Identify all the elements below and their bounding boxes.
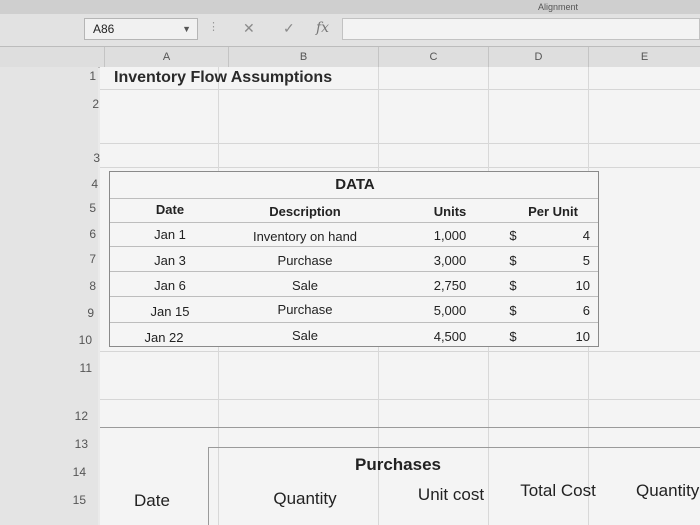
column-header-d[interactable]: D [488, 47, 588, 67]
insert-function-icon[interactable]: fx [316, 20, 330, 36]
row-header-column [0, 67, 98, 525]
formula-input[interactable] [342, 18, 700, 40]
gridline [100, 351, 700, 352]
sheet-title[interactable]: Inventory Flow Assumptions [114, 69, 333, 86]
row-header[interactable]: 8 [89, 279, 96, 293]
purchases-header-quantity[interactable]: Quantity [273, 489, 337, 508]
cell-description[interactable]: Purchase [277, 253, 333, 268]
divider-dots-icon: ⋮ [208, 21, 220, 33]
cell-date[interactable]: Jan 1 [154, 227, 186, 242]
cell-date[interactable]: Jan 15 [150, 304, 190, 319]
spreadsheet-grid [0, 47, 700, 525]
table-divider [110, 322, 598, 323]
row-header[interactable]: 7 [89, 252, 96, 266]
cell-date[interactable]: Jan 3 [154, 253, 186, 268]
name-box[interactable] [84, 18, 198, 40]
row-header[interactable]: 13 [74, 437, 88, 451]
ribbon [0, 0, 700, 15]
purchases-header-unit-cost[interactable]: Unit cost [417, 485, 485, 504]
table-divider [110, 246, 598, 247]
cell-per-unit[interactable]: 10 [575, 278, 590, 293]
row-header[interactable]: 4 [91, 177, 98, 191]
cell-description[interactable]: Inventory on hand [252, 229, 358, 244]
gridline [100, 143, 700, 144]
cell-currency: $ [509, 253, 517, 268]
row-header[interactable]: 6 [89, 227, 96, 241]
table-divider [110, 271, 598, 272]
cell-units[interactable]: 1,000 [433, 228, 467, 243]
enter-icon[interactable]: ✓ [283, 20, 295, 36]
column-header-b[interactable]: B [228, 47, 378, 67]
cell-currency: $ [509, 303, 517, 318]
gridline [100, 167, 700, 168]
cancel-icon[interactable]: ✕ [243, 20, 255, 36]
cell-description[interactable]: Purchase [277, 302, 333, 317]
purchases-title[interactable]: Purchases [355, 455, 441, 474]
cell-description[interactable]: Sale [291, 278, 319, 293]
column-header-a[interactable]: A [104, 47, 228, 67]
gridline [100, 89, 700, 90]
table-divider [110, 296, 598, 297]
row-header[interactable]: 1 [89, 69, 96, 83]
gridline [100, 399, 700, 400]
row-header[interactable]: 2 [92, 97, 99, 111]
purchases-header-date[interactable]: Date [134, 491, 170, 510]
cell-per-unit[interactable]: 10 [575, 329, 590, 344]
name-box-value: A86 [93, 22, 115, 36]
purchases-header-quantity-2[interactable]: Quantity [636, 481, 700, 500]
cell-date[interactable]: Jan 22 [144, 330, 184, 345]
row-header[interactable]: 14 [72, 465, 86, 479]
header-per-unit[interactable]: Per Unit [528, 204, 578, 219]
row-header[interactable]: 3 [93, 151, 100, 165]
cell-description[interactable]: Sale [291, 328, 319, 343]
cell-units[interactable]: 4,500 [433, 329, 467, 344]
row-header[interactable]: 15 [72, 493, 86, 507]
cell-currency: $ [509, 228, 517, 243]
cell-units[interactable]: 3,000 [433, 253, 467, 268]
cell-area[interactable] [100, 67, 700, 525]
data-table [109, 171, 599, 347]
cell-per-unit[interactable]: 6 [582, 303, 590, 318]
formula-bar [0, 14, 700, 47]
row-header[interactable]: 5 [89, 201, 96, 215]
table-divider [110, 222, 598, 223]
cell-currency: $ [509, 329, 517, 344]
cell-currency: $ [509, 278, 517, 293]
header-description[interactable]: Description [269, 204, 341, 219]
table-divider [110, 198, 598, 199]
row-header[interactable]: 12 [74, 409, 88, 423]
data-table-title[interactable]: DATA [335, 176, 375, 193]
ribbon-group-label: Alignment [538, 2, 579, 12]
border-line [100, 427, 700, 428]
column-header-c[interactable]: C [378, 47, 488, 67]
chevron-down-icon[interactable]: ▼ [182, 24, 191, 34]
row-header[interactable]: 10 [78, 333, 92, 347]
cell-units[interactable]: 2,750 [433, 278, 467, 293]
row-header[interactable]: 11 [79, 361, 92, 375]
row-header[interactable]: 9 [87, 306, 94, 320]
header-date[interactable]: Date [155, 202, 185, 217]
column-header-e[interactable]: E [588, 47, 700, 67]
cell-per-unit[interactable]: 5 [582, 253, 590, 268]
cell-date[interactable]: Jan 6 [154, 278, 186, 293]
purchases-header-total-cost[interactable]: Total Cost [520, 481, 596, 500]
cell-per-unit[interactable]: 4 [582, 228, 590, 243]
column-header-row [0, 47, 700, 68]
header-units[interactable]: Units [433, 204, 467, 219]
cell-units[interactable]: 5,000 [433, 303, 467, 318]
